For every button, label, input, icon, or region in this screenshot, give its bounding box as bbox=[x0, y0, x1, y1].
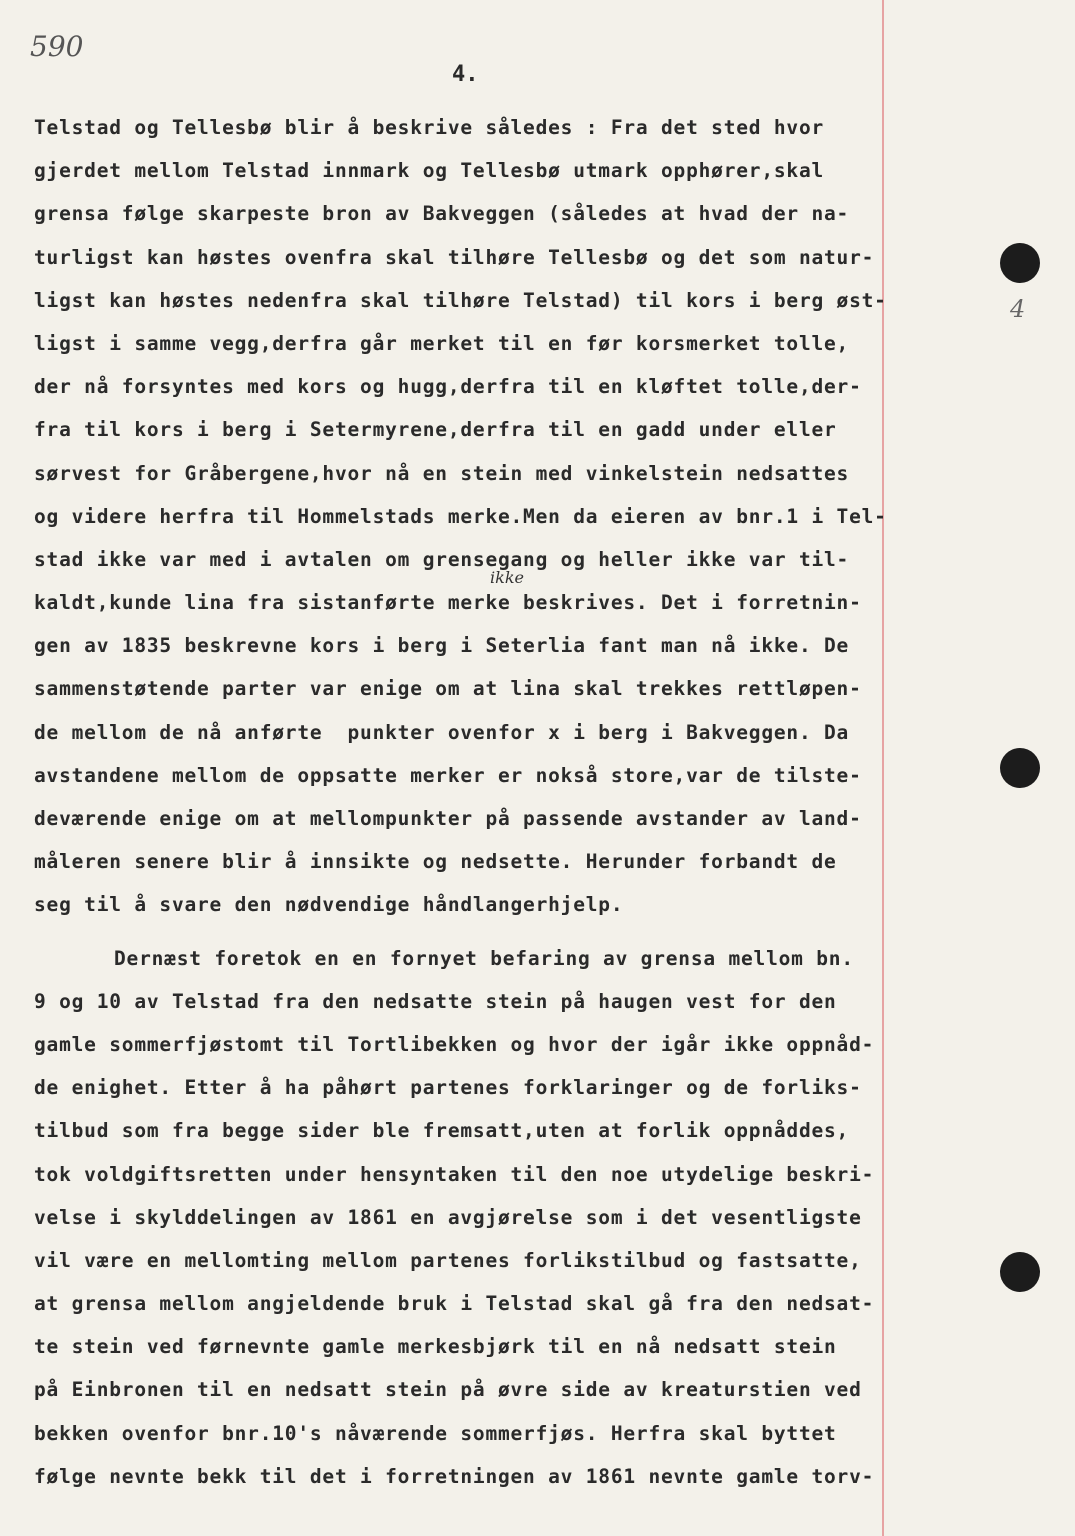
text-line: fra til kors i berg i Setermyrene,derfra til en gadd under eller bbox=[34, 418, 837, 442]
punch-hole-icon bbox=[1000, 1252, 1040, 1292]
text-line: te stein ved førnevnte gamle merkesbjørk til en nå nedsatt stein bbox=[34, 1335, 837, 1359]
text-line: deværende enige om at mellompunkter på passende avstander av land- bbox=[34, 807, 862, 830]
text-line: de enighet. Etter å ha påhørt partenes forklaringer og de forliks- bbox=[34, 1076, 862, 1100]
text-line: grensa følge skarpeste bron av Bakveggen (således at hvad der na- bbox=[34, 202, 850, 226]
punch-hole-icon bbox=[1000, 243, 1040, 283]
text-line: at grensa mellom angjeldende bruk i Telstad skal gå fra den nedsat- bbox=[34, 1292, 875, 1316]
text-line: sørvest for Gråbergene,hvor nå en stein med vinkelstein nedsattes bbox=[34, 461, 850, 485]
text-line: tilbud som fra begge sider ble fremsatt,uten at forlik oppnåddes, bbox=[34, 1119, 850, 1143]
handwritten-insertion: ikke bbox=[490, 568, 524, 587]
margin-note: 4 bbox=[1010, 295, 1026, 323]
text-line: følge nevnte bekk til det i forretningen av 1861 nevnte gamle torv- bbox=[34, 1464, 875, 1488]
text-line: ligst i samme vegg,derfra går merket til en før korsmerket tolle, bbox=[34, 331, 850, 355]
text-line: Telstad og Tellesbø blir å beskrive således : Fra det sted hvor bbox=[34, 116, 825, 139]
text-line: der nå forsyntes med kors og hugg,derfra til en kløftet tolle,der- bbox=[34, 375, 862, 399]
section-number: 4. bbox=[452, 62, 479, 87]
text-line: vil være en mellomting mellom partenes forlikstilbud og fastsatte, bbox=[34, 1248, 862, 1272]
text-line: Dernæst foretok en en fornyet befaring av grensa mellom bn. bbox=[114, 946, 854, 970]
text-line: bekken ovenfor bnr.10's nåværende sommerfjøs. Herfra skal byttet bbox=[34, 1421, 837, 1445]
text-line: tok voldgiftsretten under hensyntaken til den noe utydelige beskri- bbox=[34, 1162, 875, 1186]
text-line: gen av 1835 beskrevne kors i berg i Seterlia fant man nå ikke. De bbox=[34, 634, 850, 658]
text-line: stad ikke var med i avtalen om grensegang og heller ikke var til- bbox=[34, 547, 850, 571]
page-number: 590 bbox=[30, 30, 84, 63]
text-line: sammenstøtende parter var enige om at lina skal trekkes rettløpen- bbox=[34, 677, 862, 701]
text-line: 9 og 10 av Telstad fra den nedsatte stein på haugen vest for den bbox=[34, 989, 837, 1013]
text-line: gamle sommerfjøstomt til Tortlibekken og hvor der igår ikke oppnåd- bbox=[34, 1032, 875, 1056]
text-line: turligst kan høstes ovenfra skal tilhøre Tellesbø og det som natur- bbox=[34, 245, 875, 269]
text-line: velse i skylddelingen av 1861 en avgjørelse som i det vesentligste bbox=[34, 1205, 862, 1229]
text-line: de mellom de nå anførte punkter ovenfor x i berg i Bakveggen. Da bbox=[34, 720, 850, 744]
body-text bbox=[34, 106, 894, 1498]
text-line: seg til å svare den nødvendige håndlangerhjelp. bbox=[34, 893, 624, 917]
text-line: måleren senere blir å innsikte og nedsette. Herunder forbandt de bbox=[34, 850, 837, 874]
text-line: gjerdet mellom Telstad innmark og Tellesbø utmark opphører,skal bbox=[34, 159, 825, 183]
text-line: avstandene mellom de oppsatte merker er nokså store,var de tilste- bbox=[34, 763, 862, 787]
punch-hole-icon bbox=[1000, 748, 1040, 788]
text-line: og videre herfra til Hommelstads merke.Men da eieren av bnr.1 i Tel- bbox=[34, 504, 887, 528]
text-line: på Einbronen til en nedsatt stein på øvre side av kreaturstien ved bbox=[34, 1378, 862, 1402]
text-line: kaldt,kunde lina fra sistanførte merke beskrives. Det i forretnin- bbox=[34, 591, 862, 615]
text-line: ligst kan høstes nedenfra skal tilhøre Telstad) til kors i berg øst- bbox=[34, 288, 887, 312]
